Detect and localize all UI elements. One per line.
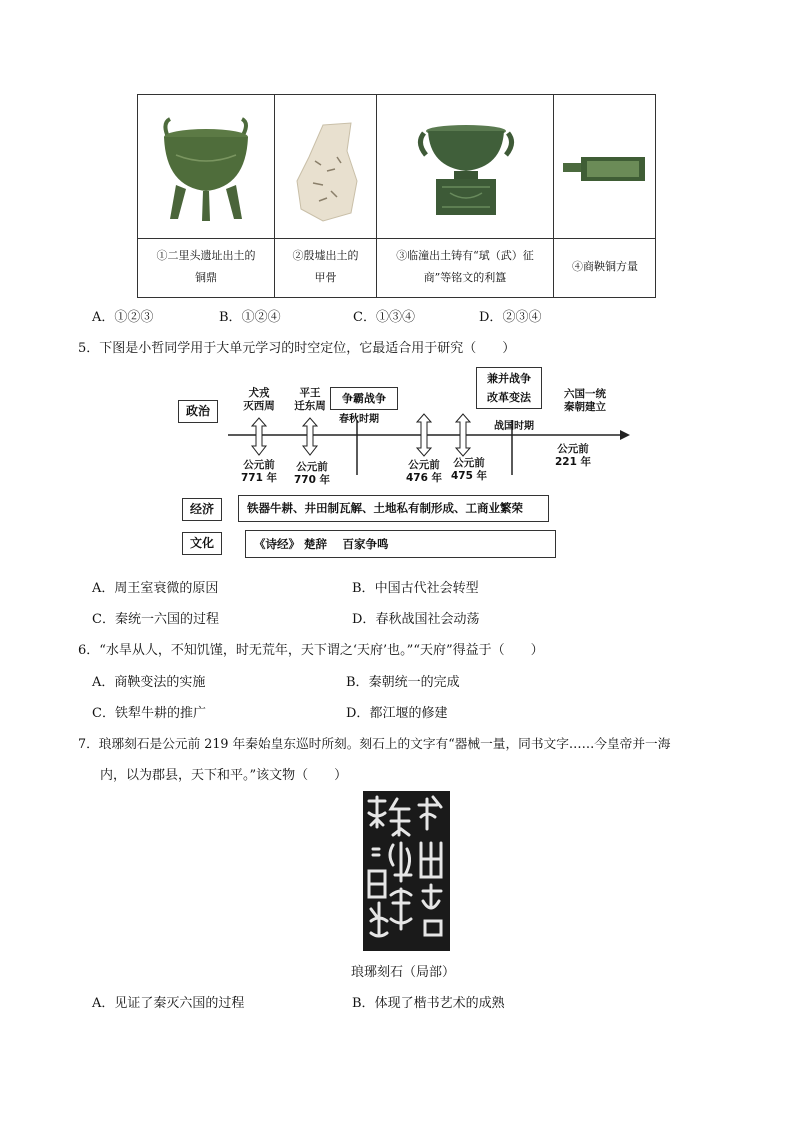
figure-caption: 琅琊刻石（局部） [351,965,456,980]
seal-script-rubbing-icon [363,791,450,951]
question-6-stem: 6．“水旱从人，不知饥馑，时无荒年，天下谓之‘天府’也。”“天府”得益于（ ） [78,643,544,658]
option-b[interactable]: B．①②④ [219,310,281,325]
row-label-economy: 经济 [182,498,222,521]
culture-box: 《诗经》 楚辞 百家争鸣 [245,530,556,558]
period-label: 春秋时期 [339,414,379,425]
date-label: 公元前 221 年 [554,443,592,468]
option-a[interactable]: A．周王室衰微的原因 [92,581,219,596]
option-d[interactable]: D．都江堰的修建 [346,706,448,721]
row-label-culture: 文化 [182,532,222,555]
event-label: 平王 迁东周 [294,387,326,412]
option-b[interactable]: B．中国古代社会转型 [352,581,479,596]
option-d[interactable]: D．②③④ [479,310,542,325]
artifact-caption: ④商鞅铜方量 [572,260,638,273]
option-d[interactable]: D．春秋战国社会动荡 [352,612,480,627]
event-box-annexation: 兼并战争 改革变法 [476,367,542,409]
option-a[interactable]: A．商鞅变法的实施 [92,675,206,690]
date-label: 公元前 476 年 [405,459,443,484]
question-7-stem-cont: 内，以为郡县，天下和平。”该文物（ ） [100,768,348,783]
option-b[interactable]: B．体现了楷书艺术的成熟 [352,996,505,1011]
question-5-stem: 5．下图是小哲同学用于大单元学习的时空定位，它最适合用于研究（ ） [78,341,516,356]
option-c[interactable]: C．①③④ [353,310,415,325]
option-a[interactable]: A．①②③ [92,310,154,325]
date-label: 公元前 475 年 [450,457,488,482]
option-b[interactable]: B．秦朝统一的完成 [346,675,460,690]
artifact-caption: ①二里头遗址出土的 铜鼎 [156,249,256,284]
option-c[interactable]: C．秦统一六国的过程 [92,612,219,627]
event-label: 犬戎 灭西周 [243,387,275,412]
langya-stone-image [363,791,450,951]
economy-box: 铁器牛耕、井田制瓦解、土地私有制形成、工商业繁荣 [238,495,549,522]
option-a[interactable]: A．见证了秦灭六国的过程 [92,996,245,1011]
event-box-hegemony-wars: 争霸战争 [330,387,398,410]
date-label: 公元前 770 年 [293,461,331,486]
option-c[interactable]: C．铁犁牛耕的推广 [92,706,206,721]
question-7-stem: 7．琅琊刻石是公元前 219 年秦始皇东巡时所刻。刻石上的文字有“器械一量，同书文字……今皇帝并一海 [78,736,671,751]
event-label: 六国一统 秦朝建立 [564,388,606,413]
artifact-caption: ③临潼出土铸有“珷（武）征 商”等铭文的利簋 [396,249,534,284]
row-label-politics: 政治 [178,400,218,423]
artifact-caption: ②殷墟出土的 甲骨 [292,249,359,284]
period-label: 战国时期 [494,421,534,432]
date-label: 公元前 771 年 [240,459,278,484]
